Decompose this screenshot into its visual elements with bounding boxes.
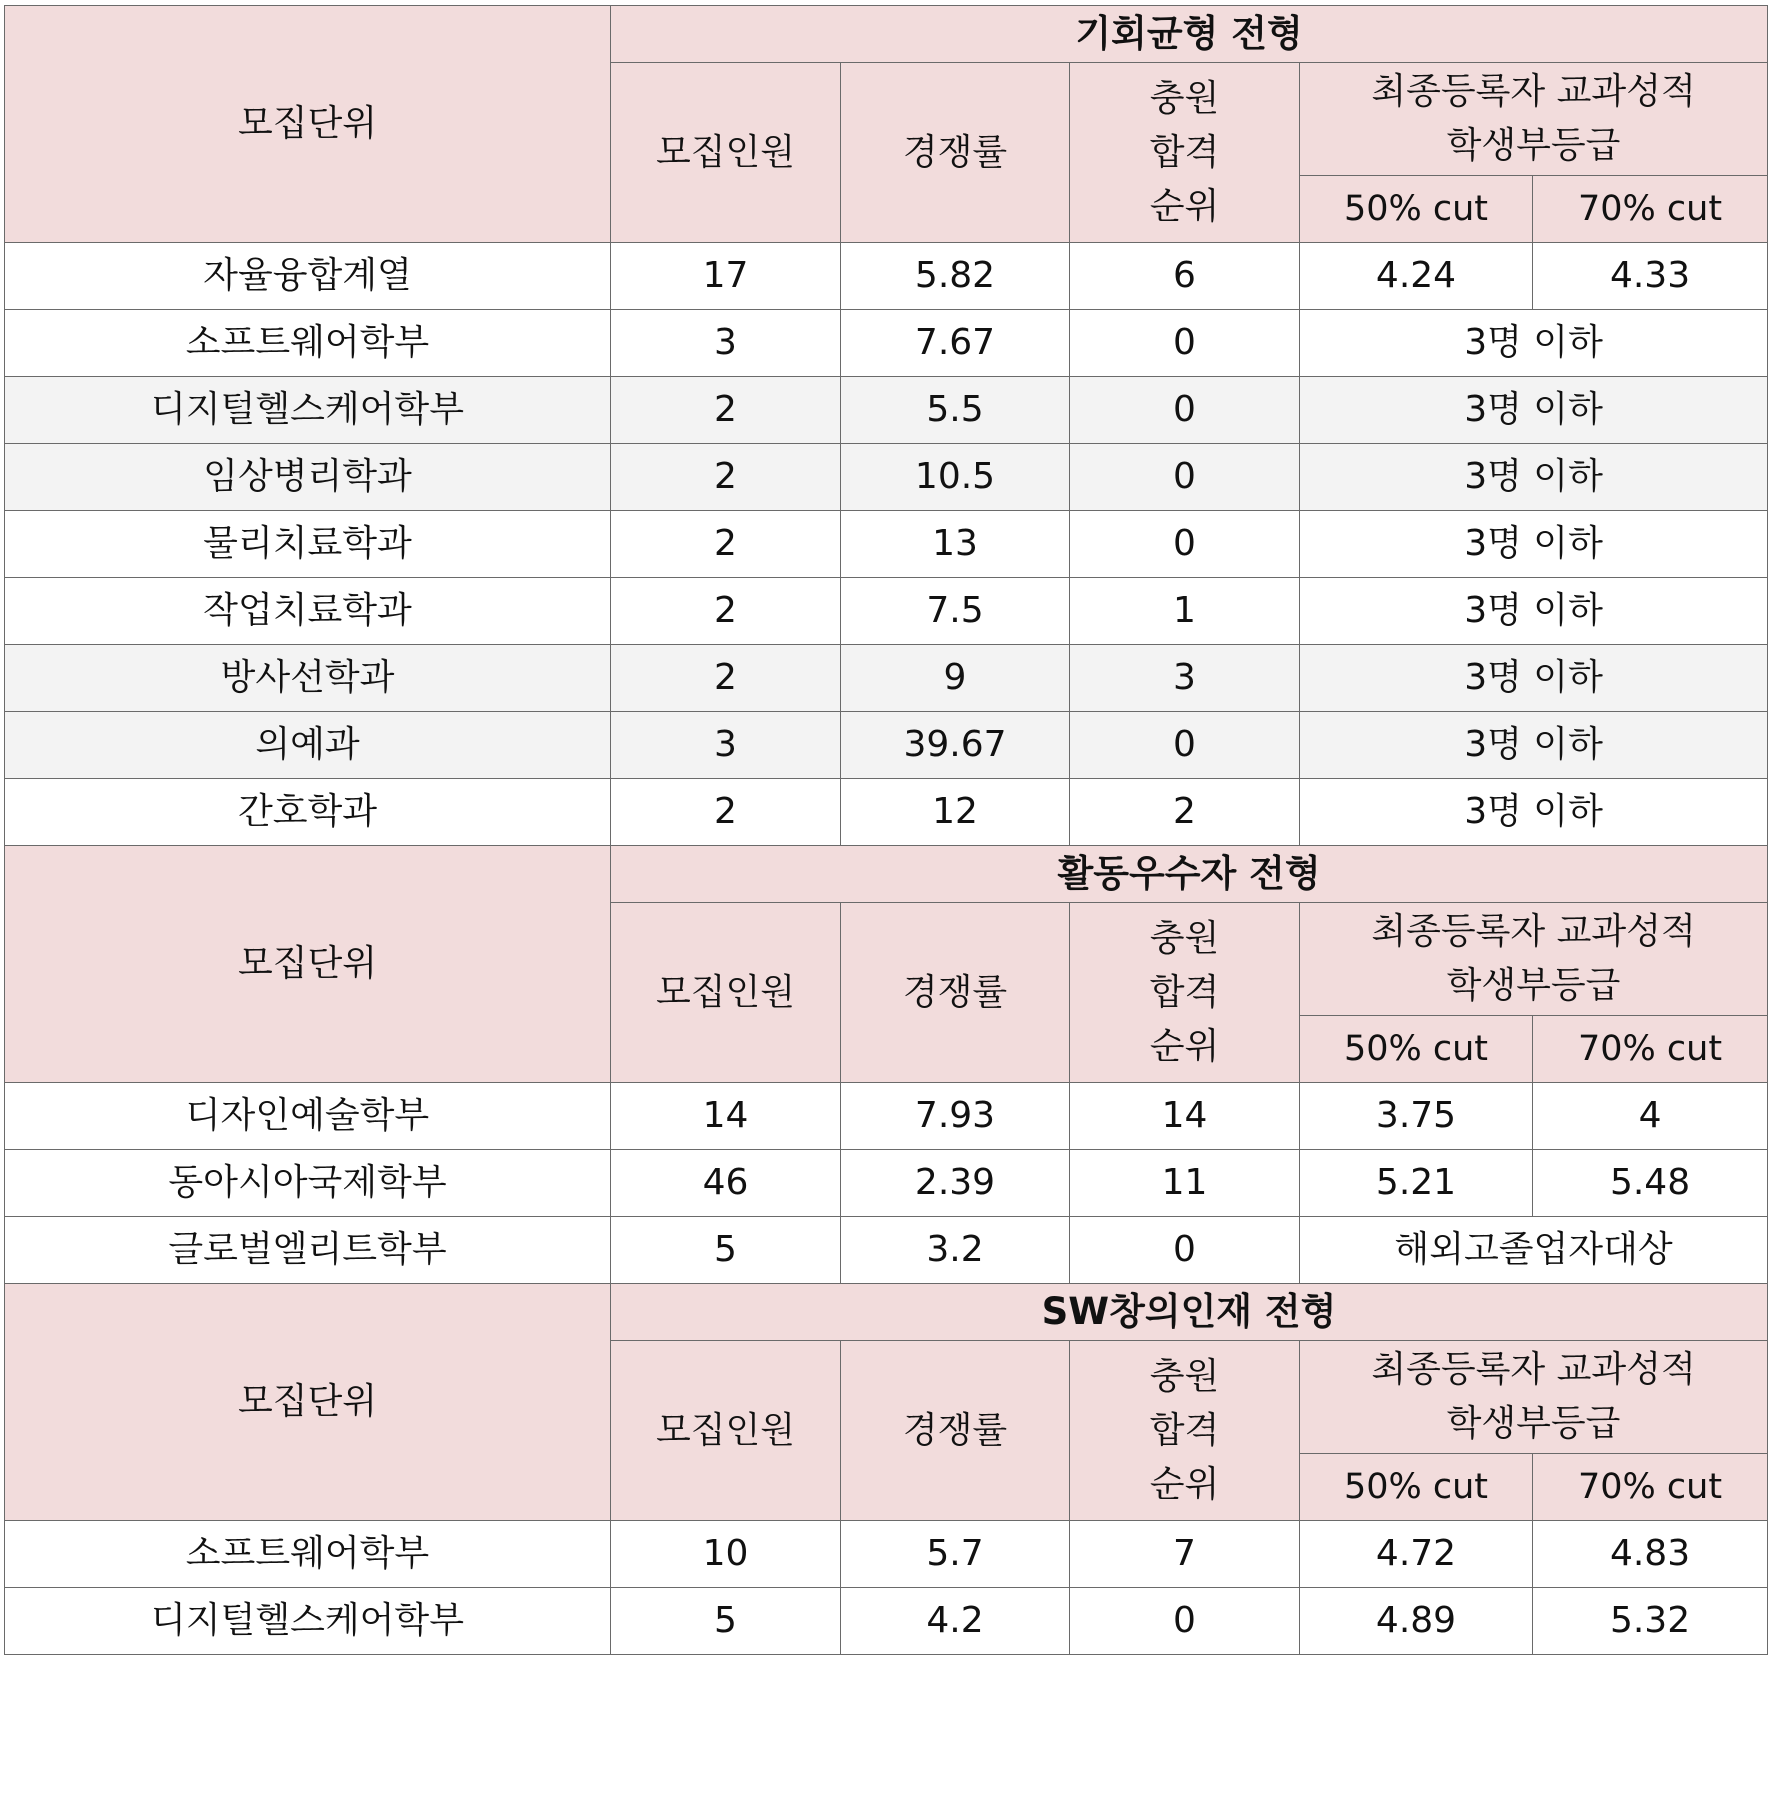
rank-cell: 0 (1070, 712, 1300, 779)
competition-header: 경쟁률 (841, 63, 1070, 243)
unit-cell: 소프트웨어학부 (5, 310, 611, 377)
quota-cell: 5 (611, 1588, 841, 1655)
unit-cell: 물리치료학과 (5, 511, 611, 578)
rank-cell: 2 (1070, 779, 1300, 846)
unit-cell: 작업치료학과 (5, 578, 611, 645)
table-row (5, 310, 1768, 377)
table-row (5, 1083, 1768, 1150)
competition-cell: 4.2 (841, 1588, 1070, 1655)
rank-cell: 3 (1070, 645, 1300, 712)
rank-header-line: 충원 (1149, 917, 1220, 959)
unit-cell: 소프트웨어학부 (5, 1521, 611, 1588)
rank-header (1070, 903, 1300, 1083)
cut70-header: 70% cut (1533, 1454, 1768, 1521)
rank-cell: 0 (1070, 1588, 1300, 1655)
rank-cell: 0 (1070, 377, 1300, 444)
table-row (5, 243, 1768, 310)
table-row (5, 1150, 1768, 1217)
rank-header-line: 합격 (1149, 131, 1220, 173)
section-title: SW창의인재 전형 (611, 1284, 1768, 1341)
competition-cell: 7.67 (841, 310, 1070, 377)
grade-header-line1: 최종등록자 교과성적 (1371, 911, 1696, 952)
competition-cell: 12 (841, 779, 1070, 846)
note-cell: 해외고졸업자대상 (1300, 1217, 1768, 1284)
table-row (5, 712, 1768, 779)
unit-cell: 글로벌엘리트학부 (5, 1217, 611, 1284)
competition-cell: 7.5 (841, 578, 1070, 645)
cut50-cell: 4.24 (1300, 243, 1533, 310)
rank-header (1070, 1341, 1300, 1521)
rank-cell: 0 (1070, 1217, 1300, 1284)
grade-header (1300, 1341, 1768, 1454)
grade-header (1300, 63, 1768, 176)
grade-header-line2: 학생부등급 (1446, 1403, 1621, 1444)
cut50-cell: 3.75 (1300, 1083, 1533, 1150)
table-row (5, 779, 1768, 846)
cut50-cell: 5.21 (1300, 1150, 1533, 1217)
quota-cell: 2 (611, 377, 841, 444)
cut50-header: 50% cut (1300, 1454, 1533, 1521)
unit-cell: 디지털헬스케어학부 (5, 1588, 611, 1655)
table-row (5, 645, 1768, 712)
section-header-row (5, 6, 1768, 63)
unit-header: 모집단위 (5, 6, 611, 243)
rank-cell: 7 (1070, 1521, 1300, 1588)
rank-header-line: 순위 (1149, 1463, 1220, 1505)
competition-cell: 3.2 (841, 1217, 1070, 1284)
cut50-cell: 4.72 (1300, 1521, 1533, 1588)
cut70-cell: 5.32 (1533, 1588, 1768, 1655)
grade-header-line2: 학생부등급 (1446, 965, 1621, 1006)
cut70-header: 70% cut (1533, 176, 1768, 243)
quota-cell: 17 (611, 243, 841, 310)
admission-results-container (4, 5, 1768, 1655)
admission-results-table (4, 5, 1768, 1655)
competition-header: 경쟁률 (841, 1341, 1070, 1521)
quota-cell: 3 (611, 310, 841, 377)
grade-header (1300, 903, 1768, 1016)
note-cell: 3명 이하 (1300, 511, 1768, 578)
grade-header-line1: 최종등록자 교과성적 (1371, 71, 1696, 112)
section-header-row (5, 846, 1768, 903)
section-title: 활동우수자 전형 (611, 846, 1768, 903)
unit-cell: 디지털헬스케어학부 (5, 377, 611, 444)
unit-cell: 디자인예술학부 (5, 1083, 611, 1150)
cut50-cell: 4.89 (1300, 1588, 1533, 1655)
cut70-cell: 5.48 (1533, 1150, 1768, 1217)
note-cell: 3명 이하 (1300, 578, 1768, 645)
table-row (5, 578, 1768, 645)
table-row (5, 511, 1768, 578)
unit-cell: 임상병리학과 (5, 444, 611, 511)
note-cell: 3명 이하 (1300, 444, 1768, 511)
quota-cell: 2 (611, 645, 841, 712)
cut70-cell: 4.33 (1533, 243, 1768, 310)
unit-cell: 동아시아국제학부 (5, 1150, 611, 1217)
note-cell: 3명 이하 (1300, 645, 1768, 712)
rank-cell: 6 (1070, 243, 1300, 310)
grade-header-line2: 학생부등급 (1446, 125, 1621, 166)
table-body (5, 6, 1768, 1655)
competition-cell: 7.93 (841, 1083, 1070, 1150)
competition-cell: 39.67 (841, 712, 1070, 779)
unit-cell: 의예과 (5, 712, 611, 779)
rank-header-line: 순위 (1149, 1025, 1220, 1067)
competition-cell: 10.5 (841, 444, 1070, 511)
competition-cell: 5.82 (841, 243, 1070, 310)
quota-cell: 5 (611, 1217, 841, 1284)
competition-header: 경쟁률 (841, 903, 1070, 1083)
competition-cell: 2.39 (841, 1150, 1070, 1217)
rank-cell: 0 (1070, 511, 1300, 578)
competition-cell: 5.7 (841, 1521, 1070, 1588)
note-cell: 3명 이하 (1300, 712, 1768, 779)
cut50-header: 50% cut (1300, 1016, 1533, 1083)
rank-header-line: 충원 (1149, 77, 1220, 119)
quota-header: 모집인원 (611, 63, 841, 243)
rank-cell: 0 (1070, 310, 1300, 377)
quota-cell: 2 (611, 511, 841, 578)
quota-cell: 3 (611, 712, 841, 779)
unit-header: 모집단위 (5, 1284, 611, 1521)
competition-cell: 9 (841, 645, 1070, 712)
section-title: 기회균형 전형 (611, 6, 1768, 63)
unit-cell: 자율융합계열 (5, 243, 611, 310)
table-row (5, 1521, 1768, 1588)
unit-cell: 간호학과 (5, 779, 611, 846)
quota-cell: 2 (611, 444, 841, 511)
rank-header-line: 순위 (1149, 185, 1220, 227)
unit-header: 모집단위 (5, 846, 611, 1083)
rank-cell: 0 (1070, 444, 1300, 511)
section-header-row (5, 1284, 1768, 1341)
table-row (5, 1217, 1768, 1284)
quota-cell: 10 (611, 1521, 841, 1588)
table-row (5, 1588, 1768, 1655)
rank-cell: 1 (1070, 578, 1300, 645)
note-cell: 3명 이하 (1300, 310, 1768, 377)
quota-cell: 46 (611, 1150, 841, 1217)
rank-cell: 14 (1070, 1083, 1300, 1150)
quota-cell: 14 (611, 1083, 841, 1150)
note-cell: 3명 이하 (1300, 377, 1768, 444)
rank-cell: 11 (1070, 1150, 1300, 1217)
rank-header (1070, 63, 1300, 243)
quota-header: 모집인원 (611, 903, 841, 1083)
grade-header-line1: 최종등록자 교과성적 (1371, 1349, 1696, 1390)
cut70-cell: 4.83 (1533, 1521, 1768, 1588)
cut70-cell: 4 (1533, 1083, 1768, 1150)
quota-cell: 2 (611, 779, 841, 846)
cut50-header: 50% cut (1300, 176, 1533, 243)
rank-header-line: 합격 (1149, 971, 1220, 1013)
table-row (5, 444, 1768, 511)
quota-header: 모집인원 (611, 1341, 841, 1521)
unit-cell: 방사선학과 (5, 645, 611, 712)
cut70-header: 70% cut (1533, 1016, 1768, 1083)
competition-cell: 5.5 (841, 377, 1070, 444)
note-cell: 3명 이하 (1300, 779, 1768, 846)
table-row (5, 377, 1768, 444)
quota-cell: 2 (611, 578, 841, 645)
rank-header-line: 충원 (1149, 1355, 1220, 1397)
rank-header-line: 합격 (1149, 1409, 1220, 1451)
competition-cell: 13 (841, 511, 1070, 578)
